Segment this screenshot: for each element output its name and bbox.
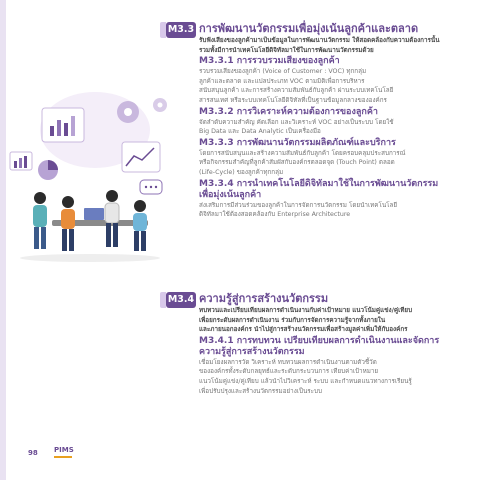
section-m33 bbox=[199, 22, 467, 220]
subsection-body-line: Big Data และ Data Analytic เป็นเครื่องมือ bbox=[199, 128, 321, 136]
subsection-body-line: ขององค์กรทั้งระดับกลยุทธ์และระดับกระบวนการ เทียบค่าเป้าหมาย bbox=[199, 368, 379, 376]
subsection-body-line: รวบรวมเสียงของลูกค้า (Voice of Customer : VOC) ทุกกลุ่ม bbox=[199, 68, 367, 76]
subsection-body-line: สนับสนุนลูกค้า และการสร้างความสัมพันธ์กับลูกค้า ผ่านระบบเทคโนโลยี bbox=[199, 87, 394, 95]
laptop-icon bbox=[84, 208, 104, 220]
subsection-body-line: เพื่อปรับปรุงและสร้างนวัตกรรมอย่างเป็นระบบ bbox=[199, 387, 323, 395]
bar-chart-icon bbox=[10, 152, 32, 170]
person-icon bbox=[105, 190, 119, 247]
subsection-heading: ความรู้สู่การสร้างนวัตกรรม bbox=[199, 346, 305, 357]
subsection-heading: M3.3.4 การนำเทคโนโลยีดิจิทัลมาใช้ในการพัฒนานวัตกรรม bbox=[199, 178, 439, 189]
section-intro-line: และภายนอกองค์กร นำไปสู่การสร้างนวัตกรรมเพื่อสร้างมูลค่าเพิ่มให้กับองค์กร bbox=[199, 326, 408, 334]
section-title: ความรู้สู่การสร้างนวัตกรรม bbox=[199, 292, 329, 305]
section-intro-line: เพื่อยกระดับผลการดำเนินงาน ร่วมกับการจัดการความรู้จากทั้งภายใน bbox=[199, 316, 386, 324]
subsection-body-line: (Life-Cycle) ของลูกค้าทุกกลุ่ม bbox=[199, 168, 284, 176]
section-badge: M3.4 bbox=[166, 292, 196, 308]
subsection-heading: M3.4.1 การทบทวน เปรียบเทียบผลการดำเนินงานและจัดการ bbox=[199, 335, 440, 346]
pims-logo-underline bbox=[54, 456, 72, 458]
subsection-body-line: เชื่อมโยงผลการวัด วิเคราะห์ ทบทวนผลการดำเนินงานตามตัวชี้วัด bbox=[199, 358, 377, 366]
pie-chart-icon bbox=[38, 160, 58, 180]
person-icon bbox=[33, 192, 47, 249]
subsection-body-line: แนวโน้มคู่แข่ง/คู่เทียบ แล้วนำไปวิเคราะห์ ระบบ และกำหนดแนวทางการเรียนรู้ bbox=[199, 377, 412, 385]
subsection-heading: M3.3.3 การพัฒนานวัตกรรมผลิตภัณฑ์และบริการ bbox=[199, 137, 396, 148]
section-intro-line: ทบทวนและเปรียบเทียบผลการดำเนินงานกับค่าเป้าหมาย แนวโน้มคู่แข่ง/คู่เทียบ bbox=[199, 307, 413, 314]
subsection-heading: M3.3.1 การรวบรวมเสียงของลูกค้า bbox=[199, 56, 340, 67]
section-title: การพัฒนานวัตกรรมเพื่อมุ่งเน้นลูกค้าและตลาด bbox=[199, 22, 419, 35]
subsection-heading: เพื่อมุ่งเน้นลูกค้า bbox=[199, 189, 262, 200]
section-badge: M3.3 bbox=[166, 22, 196, 38]
page-number: 98 bbox=[28, 449, 38, 457]
subsection-body-line: จัดลำดับความสำคัญ คัดเลือก และวิเคราะห์ VOC อย่างเป็นระบบ โดยใช้ bbox=[199, 118, 394, 126]
speech-bubble-icon bbox=[140, 180, 162, 194]
team-meeting-illustration bbox=[0, 60, 175, 280]
subsection-body-line: ดิจิทัลมาใช้ต้องสอดคล้องกับ Enterprise Architecture bbox=[199, 211, 351, 219]
chart-window-icon bbox=[42, 108, 84, 142]
section-m34 bbox=[199, 292, 467, 396]
section-intro-line: รวมทั้งมีการนำเทคโนโลยีดิจิทัลมาใช้ในการพัฒนานวัตกรรมด้วย bbox=[199, 46, 374, 54]
person-icon bbox=[61, 196, 75, 251]
subsection-body-line: หรือกิจกรรมสำคัญที่ลูกค้าสัมผัสกับองค์กรตลอดจุด (Touch Point) ตลอด bbox=[199, 159, 395, 167]
subsection-body-line: ลูกค้าและตลาด และแปลประเภท VOC ตามมิติเพื่อการบริหาร bbox=[199, 77, 365, 85]
pims-logo: PIMS bbox=[54, 446, 74, 454]
gear-icon bbox=[117, 101, 139, 123]
chart-window-icon bbox=[122, 142, 160, 172]
subsection-body-line: สารสนเทศ หรือระบบเทคโนโลยีดิจิทัลที่เป็นฐานข้อมูลกลางขององค์กร bbox=[199, 96, 387, 104]
gear-icon bbox=[153, 98, 167, 112]
person-icon bbox=[133, 200, 147, 251]
subsection-body-line: โดยการสนับสนุนและสร้างความสัมพันธ์กับลูกค้า โดยครอบคลุมประสบการณ์ bbox=[199, 149, 406, 157]
subsection-body-line: ส่งเสริมการมีส่วนร่วมของลูกค้าในการจัดการนวัตกรรม โดยนำเทคโนโลยี bbox=[199, 201, 398, 209]
section-intro-line: รับฟังเสียงของลูกค้ามาเป็นข้อมูลในการพัฒนานวัตกรรม ให้สอดคล้องกับความต้องการนั้น bbox=[199, 37, 440, 44]
subsection-heading: M3.3.2 การวิเคราะห์ความต้องการของลูกค้า bbox=[199, 106, 378, 117]
